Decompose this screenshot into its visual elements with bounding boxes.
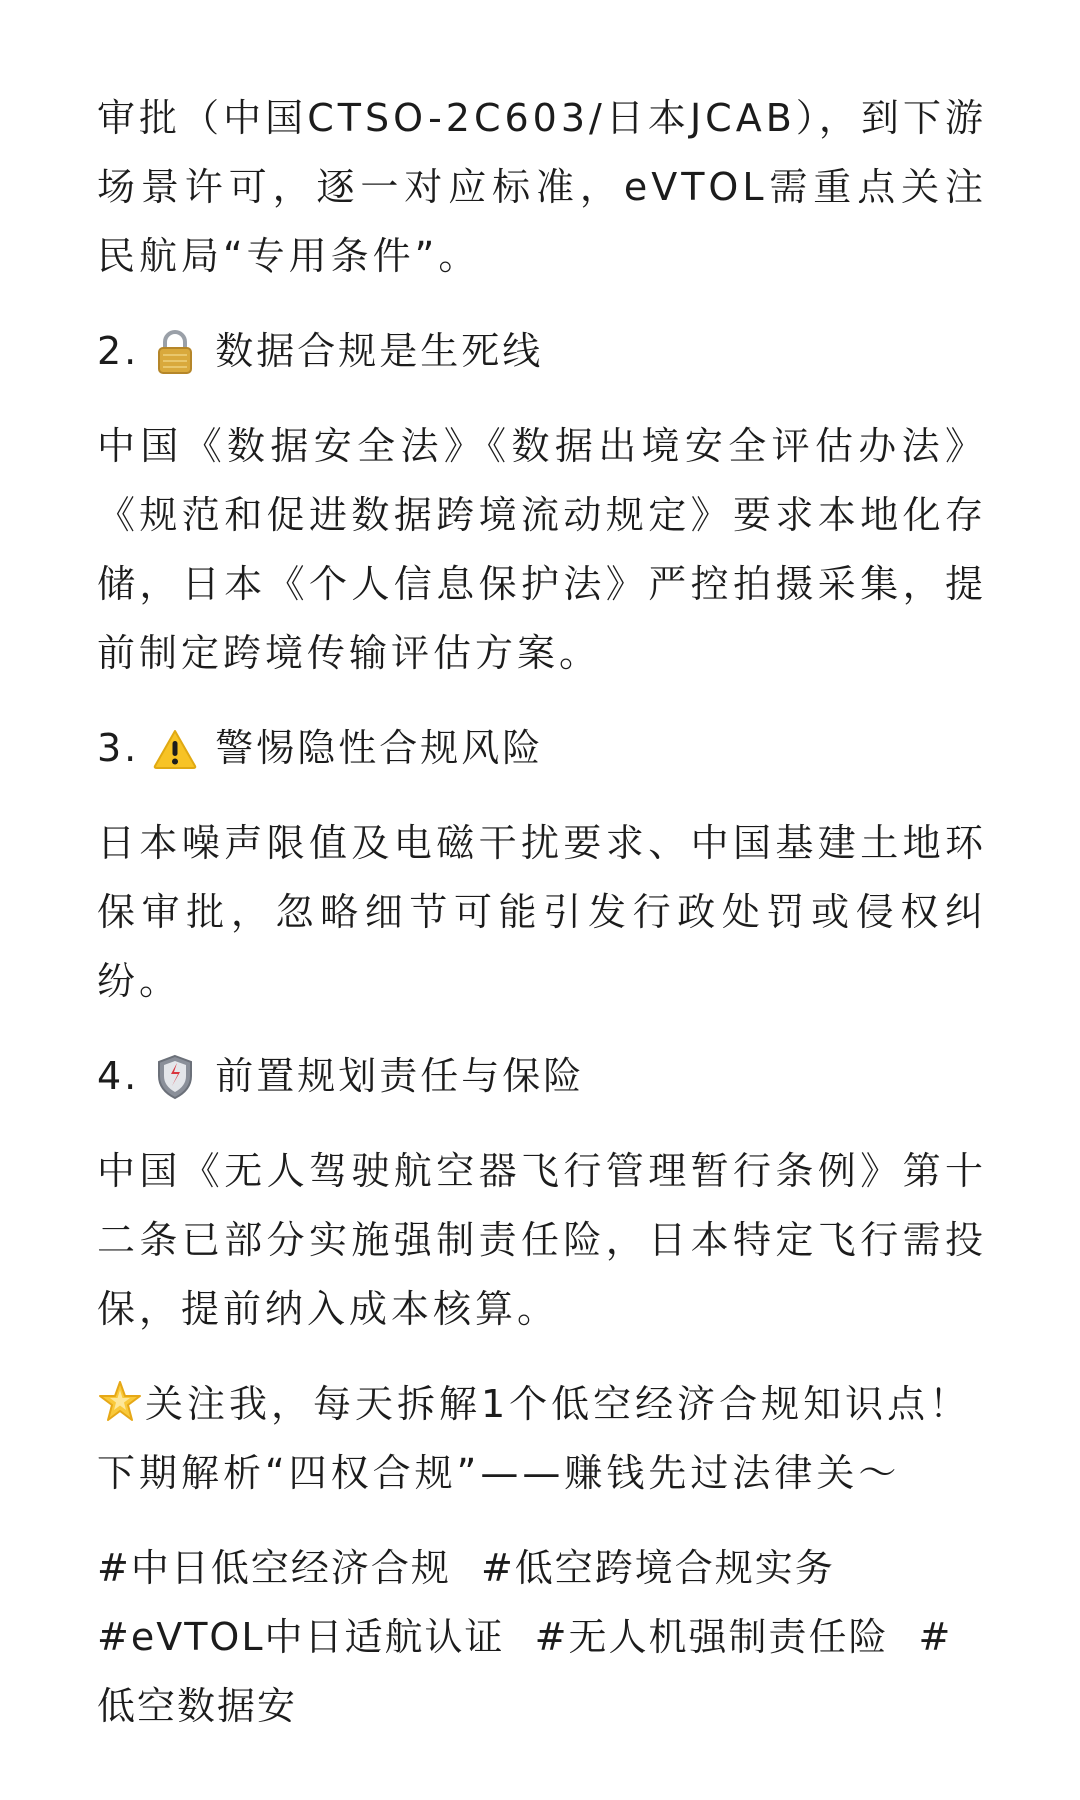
shield-icon — [153, 1052, 197, 1102]
hashtag-list — [97, 1534, 987, 1741]
closing-line-1: 关注我，每天拆解1个低空经济合规知识点！ — [145, 1382, 972, 1426]
hashtag[interactable]: #无人机强制责任险 — [534, 1615, 889, 1659]
closing-call-to-action — [97, 1370, 987, 1508]
hashtag[interactable]: #低空跨境合规实务 — [480, 1546, 835, 1590]
section-number: 4. — [97, 1054, 140, 1098]
hashtag[interactable]: #中日低空经济合规 — [97, 1546, 451, 1590]
warning-icon — [153, 724, 197, 774]
section-title: 数据合规是生死线 — [215, 329, 544, 373]
section-heading-liability-insurance — [97, 1042, 987, 1111]
section-body-data-compliance: 中国《数据安全法》《数据出境安全评估办法》《规范和促进数据跨境流动规定》要求本地化存储，日本《个人信息保护法》严控拍摄采集，提前制定跨境传输评估方案。 — [97, 424, 987, 675]
section-number: 2. — [97, 329, 140, 373]
section-number: 3. — [97, 726, 140, 770]
section-title: 前置规划责任与保险 — [215, 1054, 585, 1098]
hashtag[interactable]: #低空数据安 — [97, 1615, 953, 1728]
post-content — [97, 84, 987, 1741]
closing-line-2: 下期解析“四权合规”——赚钱先过法律关～ — [97, 1451, 901, 1495]
lock-icon — [153, 327, 197, 377]
section-body-hidden-risk: 日本噪声限值及电磁干扰要求、中国基建土地环保审批，忽略细节可能引发行政处罚或侵权纠纷。 — [97, 821, 987, 1003]
glowing-star-icon — [97, 1378, 143, 1424]
hashtag[interactable]: #eVTOL中日适航认证 — [97, 1615, 505, 1659]
intro-paragraph: 审批（中国CTSO-2C603/日本JCAB），到下游场景许可，逐一对应标准，eVTOL需重点关注民航局“专用条件”。 — [97, 96, 987, 278]
section-title: 警惕隐性合规风险 — [215, 726, 544, 770]
section-heading-hidden-risk — [97, 714, 987, 783]
section-heading-data-compliance — [97, 317, 987, 386]
section-body-liability-insurance: 中国《无人驾驶航空器飞行管理暂行条例》第十二条已部分实施强制责任险，日本特定飞行需投保，提前纳入成本核算。 — [97, 1149, 987, 1331]
